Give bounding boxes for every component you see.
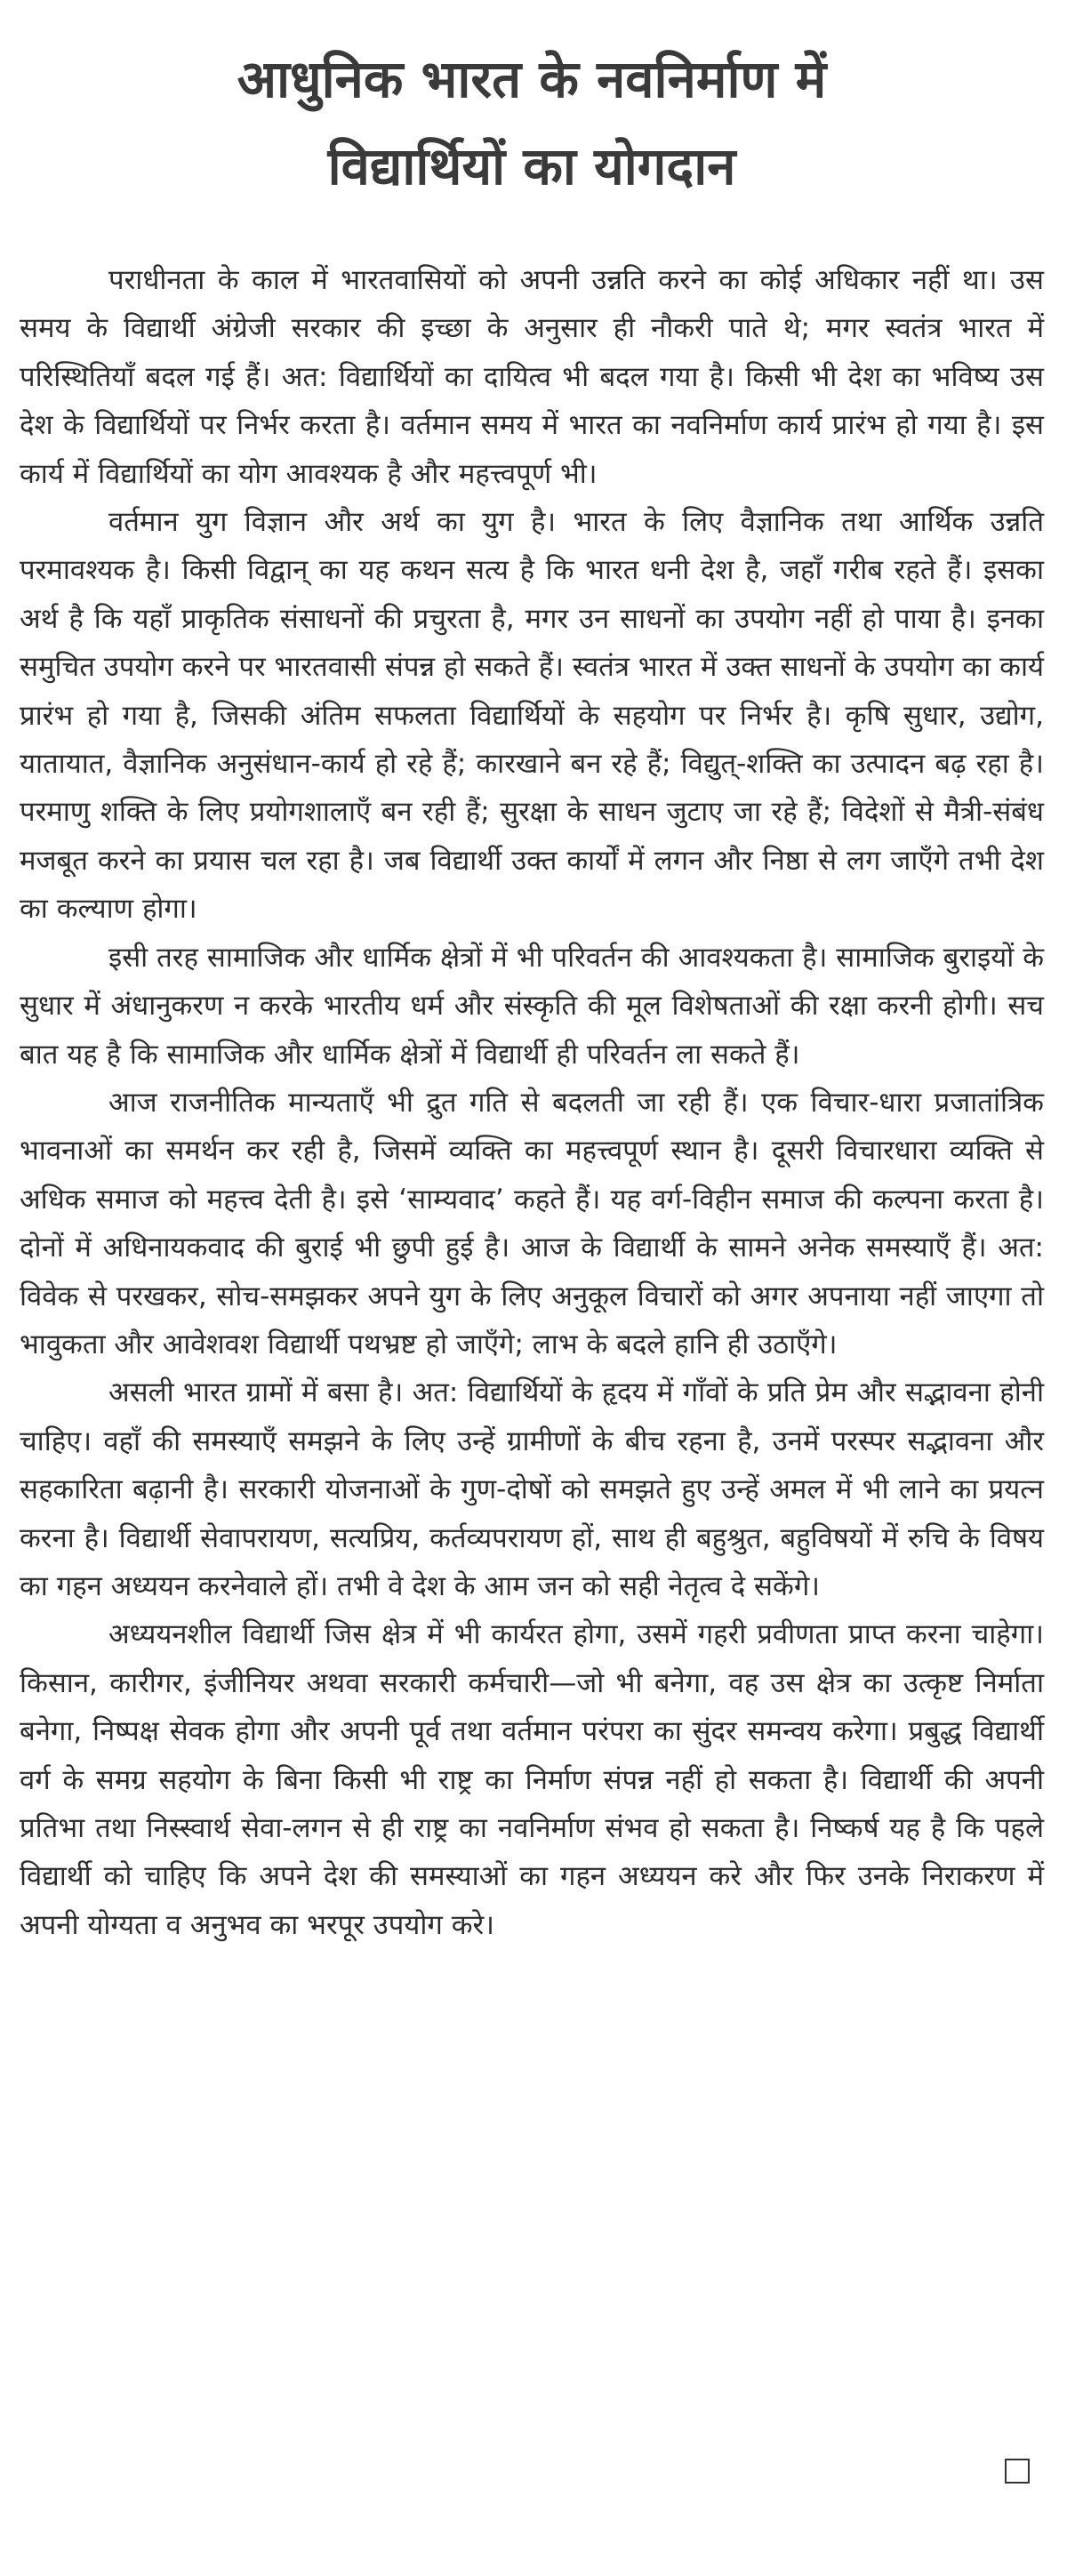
paragraph-5: असली भारत ग्रामों में बसा है। अत: विद्यार्थियों के हृदय में गाँवों के प्रति प्रेम और सद्भावना होनी चाहिए। वहाँ की समस्याएँ समझने के लिए उन्हें ग्रामीणों के बीच रहना है, उनमें परस्पर सद्भावना और सहकारिता बढ़ानी है। सरकारी योजनाओं के गुण-दोषों को समझते हुए उन्हें अमल में भी लाने का प्रयत्न करना है। विद्यार्थी सेवापरायण, सत्यप्रिय, कर्तव्यपरायण हों, साथ ही बहुश्रुत, बहुविषयों में रुचि के विषय का गहन अध्ययन करनेवाले हों। तभी वे देश के आम जन को सही नेतृत्व दे सकेंगे।: [20, 1376, 1044, 1602]
paragraph-1: पराधीनता के काल में भारतवासियों को अपनी उन्नति करने का कोई अधिकार नहीं था। उस समय के विद्यार्थी अंग्रेजी सरकार की इच्छा के अनुसार ही नौकरी पाते थे; मगर स्वतंत्र भारत में परिस्थितियाँ बदल गई हैं। अत: विद्यार्थियों का दायित्व भी बदल गया है। किसी भी देश का भविष्य उस देश के विद्यार्थियों पर निर्भर करता है। वर्तमान समय में भारत का नवनिर्माण कार्य प्रारंभ हो गया है। इस कार्य में विद्यार्थियों का योग आवश्यक है और महत्त्वपूर्ण भी।: [20, 264, 1044, 490]
end-of-essay-square-icon: [1005, 2459, 1030, 2484]
essay-body: [20, 256, 1044, 1949]
paragraph-6: अध्ययनशील विद्यार्थी जिस क्षेत्र में भी कार्यरत होगा, उसमें गहरी प्रवीणता प्राप्त करना चाहेगा। किसान, कारीगर, इंजीनियर अथवा सरकारी कर्मचारी—जो भी बनेगा, वह उस क्षेत्र का उत्कृष्ट निर्माता बनेगा, निष्पक्ष सेवक होगा और अपनी पूर्व तथा वर्तमान परंपरा का सुंदर समन्वय करेगा। प्रबुद्ध विद्यार्थी वर्ग के समग्र सहयोग के बिना किसी भी राष्ट्र का निर्माण संपन्न नहीं हो सकता है। विद्यार्थी की अपनी प्रतिभा तथा निस्स्वार्थ सेवा-लगन से ही राष्ट्र का नवनिर्माण संभव हो सकता है। निष्कर्ष यह है कि पहले विद्यार्थी को चाहिए कि अपने देश की समस्याओं का गहन अध्ययन करे और फिर उनके निराकरण में अपनी योग्यता व अनुभव का भरपूर उपयोग करे।: [20, 1618, 1044, 1941]
title-line-2: विद्यार्थियों का योगदान: [327, 136, 736, 197]
essay-page: [20, 36, 1044, 1949]
paragraph-4: आज राजनीतिक मान्यताएँ भी द्रुत गति से बदलती जा रही हैं। एक विचार-धारा प्रजातांत्रिक भावनाओं का समर्थन कर रही है, जिसमें व्यक्ति का महत्त्वपूर्ण स्थान है। दूसरी विचारधारा व्यक्ति से अधिक समाज को महत्त्व देती है। इसे ‘साम्यवाद’ कहते हैं। यह वर्ग-विहीन समाज की कल्पना करता है। दोनों में अधिनायकवाद की बुराई भी छुपी हुई है। आज के विद्यार्थी के सामने अनेक समस्याएँ हैं। अत: विवेक से परखकर, सोच-समझकर अपने युग के लिए अनुकूल विचारों को अगर अपनाया नहीं जाएगा तो भावुकता और आवेशवश विद्यार्थी पथभ्रष्ट हो जाएँगे; लाभ के बदले हानि ही उठाएँगे।: [20, 1086, 1044, 1360]
paragraph-2: वर्तमान युग विज्ञान और अर्थ का युग है। भारत के लिए वैज्ञानिक तथा आर्थिक उन्नति परमावश्यक है। किसी विद्वान् का यह कथन सत्य है कि भारत धनी देश है, जहाँ गरीब रहते हैं। इसका अर्थ है कि यहाँ प्राकृतिक संसाधनों की प्रचुरता है, मगर उन साधनों का उपयोग नहीं हो पाया है। इनका समुचित उपयोग करने पर भारतवासी संपन्न हो सकते हैं। स्वतंत्र भारत में उक्त साधनों के उपयोग का कार्य प्रारंभ हो गया है, जिसकी अंतिम सफलता विद्यार्थियों के सहयोग पर निर्भर है। कृषि सुधार, उद्योग, यातायात, वैज्ञानिक अनुसंधान-कार्य हो रहे हैं; कारखाने बन रहे हैं; विद्युत्-शक्ति का उत्पादन बढ़ रहा है। परमाणु शक्ति के लिए प्रयोगशालाएँ बन रही हैं; सुरक्षा के साधन जुटाए जा रहे हैं; विदेशों से मैत्री-संबंध मजबूत करने का प्रयास चल रहा है। जब विद्यार्थी उक्त कार्यों में लगन और निष्ठा से लग जाएँगे तभी देश का कल्याण होगा।: [20, 506, 1044, 926]
paragraph-3: इसी तरह सामाजिक और धार्मिक क्षेत्रों में भी परिवर्तन की आवश्यकता है। सामाजिक बुराइयों के सुधार में अंधानुकरण न करके भारतीय धर्म और संस्कृति की मूल विशेषताओं की रक्षा करनी होगी। सच बात यह है कि सामाजिक और धार्मिक क्षेत्रों में विद्यार्थी ही परिवर्तन ला सकते हैं।: [20, 941, 1044, 1071]
title-line-1: आधुनिक भारत के नवनिर्माण में: [237, 49, 827, 109]
page-title: [20, 36, 1044, 210]
